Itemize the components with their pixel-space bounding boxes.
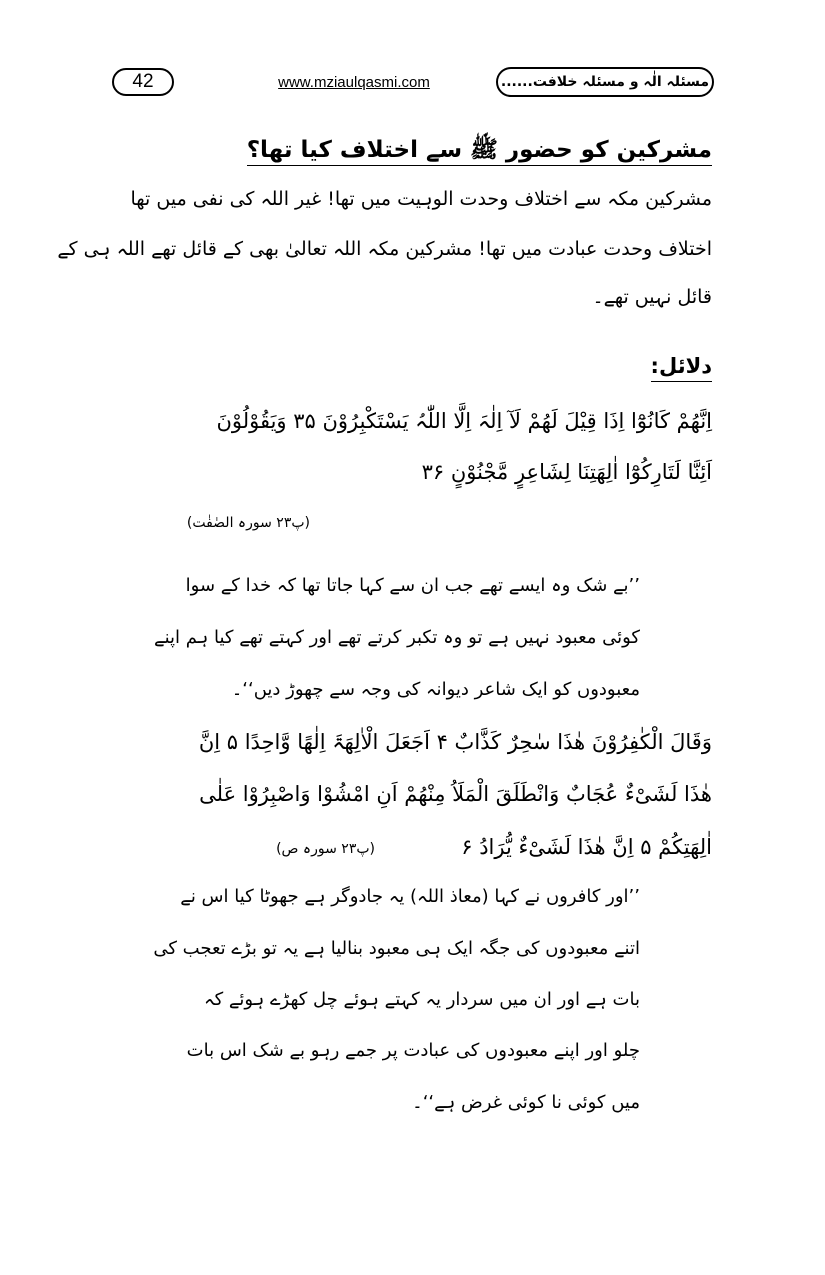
page-number: 42 (112, 68, 174, 96)
intro-line-2: اختلاف وحدت عبادت میں تھا! مشرکین مکہ اللہ تعالیٰ بھی کے قائل تھے اللہ ہی کے (57, 238, 712, 260)
translation-1-line-3: معبودوں کو ایک شاعر دیوانہ کی وجہ سے چھوڑ دیں‘‘۔ (231, 679, 640, 700)
page-heading-text: مشرکین کو حضور ﷺ سے اختلاف کیا تھا؟ (247, 137, 712, 166)
verse-line-4: ھٰذَا لَشَیْءٌ عُجَابٌ وَانْطَلَقَ الْمَلَاُ مِنْھُمْ اَنِ امْشُوْا وَاصْبِرُوْا عَلٰی (199, 782, 712, 806)
translation-2-line-4: چلو اور اپنے معبودوں کی عبادت پر جمے رہو بے شک اس بات (186, 1040, 640, 1061)
verse-line-2: اَئِنَّا لَتَارِکُوْٓا اٰلِھَتِنَا لِشَاعِرٍ مَّجْنُوْنٍ ۳۶ (421, 460, 712, 484)
translation-2-line-5: میں کوئی نا کوئی غرض ہے‘‘۔ (412, 1092, 640, 1113)
verse-line-3: وَقَالَ الْکٰفِرُوْنَ ھٰذَا سٰحِرٌ کَذَّابٌ ۴ اَجَعَلَ الْاٰلِھَۃَ اِلٰھًا وَّاحِدًا ۵ اِنَّ (198, 730, 712, 754)
reference-2: (پ۲۳ سورہ ص) (276, 841, 375, 857)
website-link[interactable]: www.mziaulqasmi.com (278, 74, 430, 91)
intro-line-1: مشرکین مکہ سے اختلاف وحدت الوہیت میں تھا! غیر اللہ کی نفی میں تھا (130, 188, 712, 210)
section-label (592, 350, 712, 382)
book-title: مسئلہ الٰہ و مسئلہ خلافت...... (496, 67, 714, 97)
translation-2-line-3: بات ہے اور ان میں سردار یہ کہتے ہوئے چل کھڑے ہوئے کہ (204, 989, 640, 1010)
translation-1-line-1: ’’بے شک وہ ایسے تھے جب ان سے کہا جاتا تھا کہ خدا کے سوا (185, 575, 640, 596)
reference-1: (پ۲۳ سورہ الصٰفٰت) (186, 515, 310, 531)
translation-1-line-2: کوئی معبود نہیں ہے تو وہ تکبر کرتے تھے اور کہتے تھے کیا ہم اپنے (154, 627, 640, 648)
translation-2-line-1: ’’اور کافروں نے کہا (معاذ اللہ) یہ جادوگر ہے جھوٹا کیا اس نے (180, 886, 640, 907)
intro-line-3: قائل نہیں تھے۔ (592, 286, 712, 308)
verse-line-5: اٰلِھَتِکُمْ ۵ اِنَّ ھٰذَا لَشَیْءٌ یُّرَادُ ۶ (461, 835, 712, 859)
page-heading (112, 132, 712, 168)
translation-2-line-2: اتنے معبودوں کی جگہ ایک ہی معبود بنالیا ہے یہ تو بڑے تعجب کی (153, 938, 640, 959)
verse-line-1: اِنَّھُمْ کَانُوْٓا اِذَا قِیْلَ لَھُمْ لَآ اِلٰہَ اِلَّا اللّٰہُ یَسْتَکْبِرُوْنَ ۳۵ وَیَقُوْلُوْنَ (216, 409, 712, 433)
section-label-text: دلائل: (651, 354, 712, 382)
